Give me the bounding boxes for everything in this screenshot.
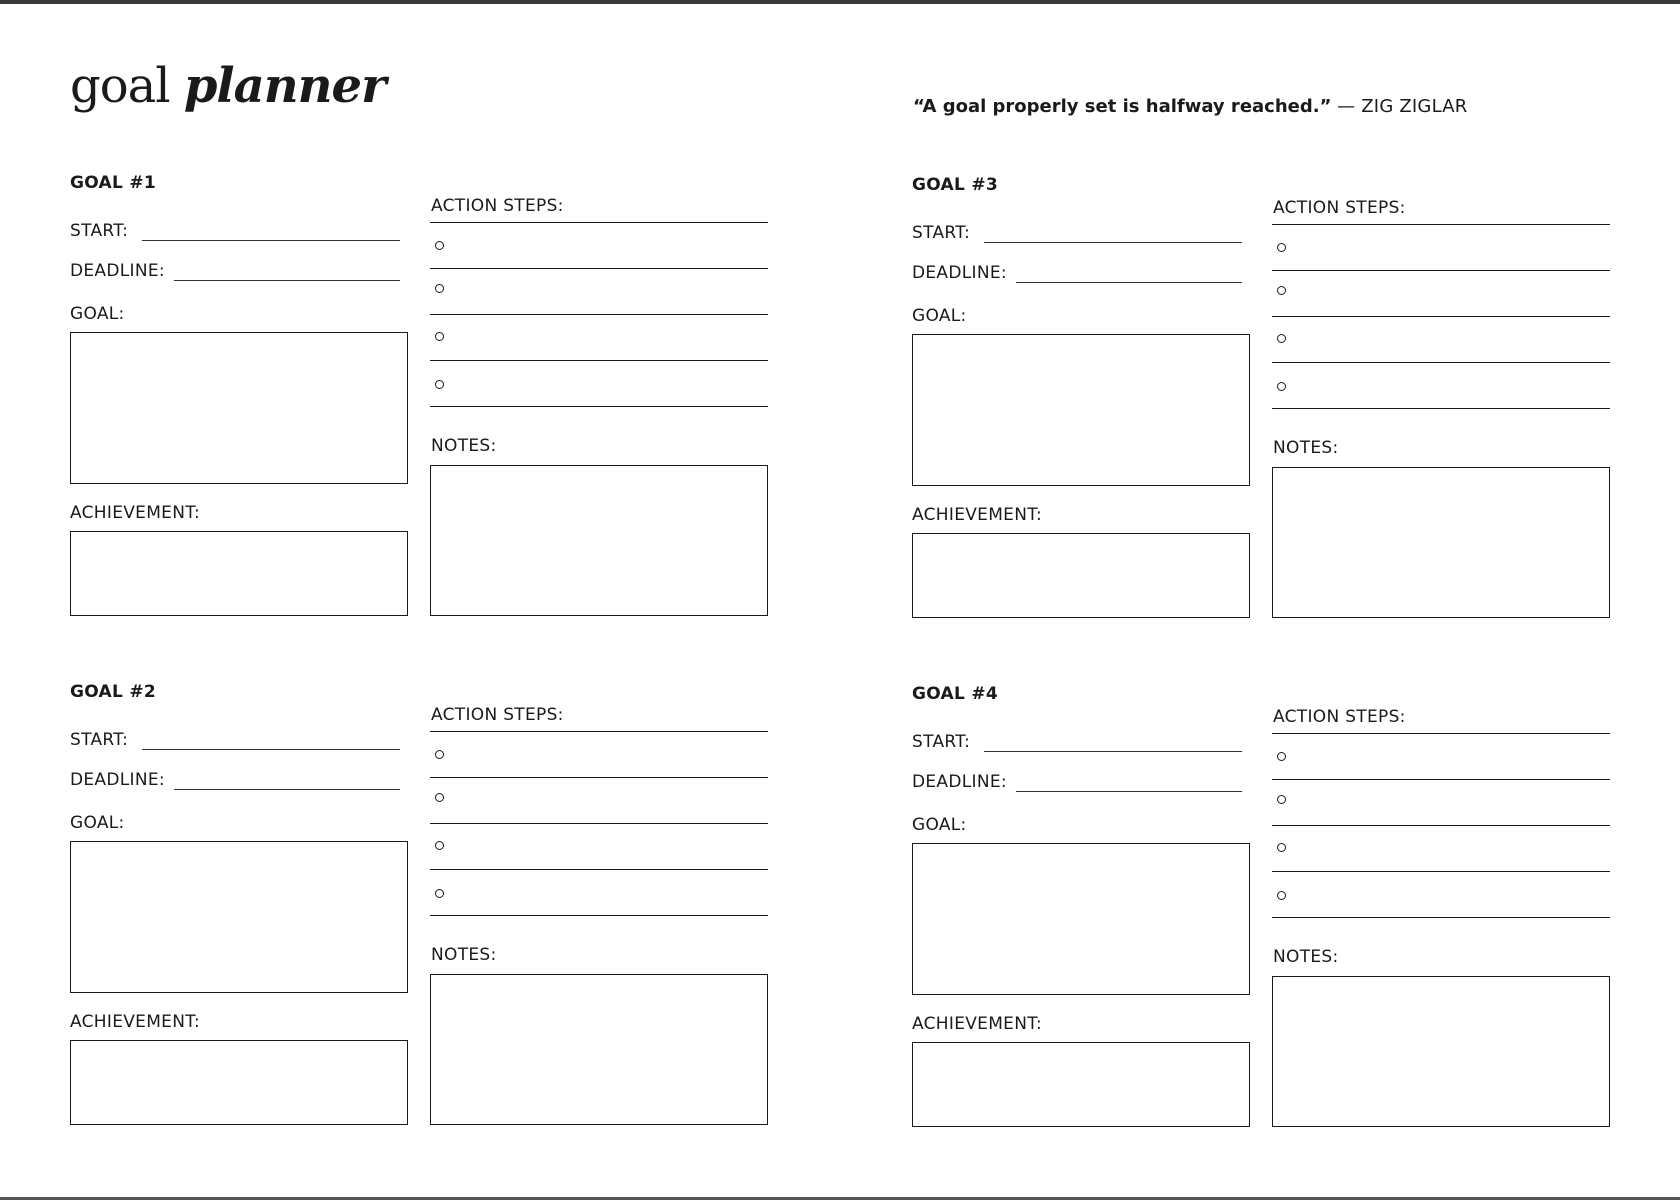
page-top-edge (0, 0, 1680, 4)
goal-heading: GOAL #4 (912, 684, 999, 704)
action-step-line[interactable] (1272, 316, 1610, 317)
bullet-circle-icon[interactable] (1277, 843, 1286, 852)
bullet-circle-icon[interactable] (435, 841, 444, 850)
action-step-line[interactable] (430, 360, 768, 361)
bullet-circle-icon[interactable] (435, 889, 444, 898)
action-step-line[interactable] (1272, 871, 1610, 872)
goal-section-4 (912, 684, 1612, 1144)
notes-box[interactable] (1272, 976, 1610, 1127)
bullet-circle-icon[interactable] (1277, 382, 1286, 391)
deadline-label: DEADLINE: (912, 263, 1007, 283)
action-step-line[interactable] (1272, 408, 1610, 409)
start-label: START: (70, 221, 129, 241)
page-title (70, 58, 385, 114)
achievement-box[interactable] (912, 533, 1250, 618)
start-field[interactable] (984, 751, 1242, 752)
goal-section-2 (70, 682, 770, 1142)
bullet-circle-icon[interactable] (1277, 891, 1286, 900)
deadline-label: DEADLINE: (70, 261, 165, 281)
start-field[interactable] (984, 242, 1242, 243)
notes-label: NOTES: (1273, 947, 1339, 967)
action-step-line[interactable] (430, 314, 768, 315)
start-label: START: (912, 732, 971, 752)
action-steps-label: ACTION STEPS: (1273, 707, 1406, 727)
achievement-label: ACHIEVEMENT: (70, 503, 201, 523)
start-field[interactable] (142, 240, 400, 241)
action-step-line[interactable] (430, 869, 768, 870)
deadline-field[interactable] (1016, 791, 1242, 792)
achievement-box[interactable] (70, 531, 408, 616)
bullet-circle-icon[interactable] (435, 793, 444, 802)
goal-box[interactable] (70, 841, 408, 993)
action-step-line[interactable] (430, 915, 768, 916)
action-steps-rule (430, 222, 768, 223)
start-label: START: (912, 223, 971, 243)
goal-label: GOAL: (70, 304, 125, 324)
deadline-field[interactable] (174, 789, 400, 790)
goal-box[interactable] (912, 843, 1250, 995)
title-word-planner: planner (183, 58, 386, 114)
achievement-label: ACHIEVEMENT: (70, 1012, 201, 1032)
action-step-line[interactable] (1272, 362, 1610, 363)
bullet-circle-icon[interactable] (435, 332, 444, 341)
notes-box[interactable] (430, 465, 768, 616)
action-steps-label: ACTION STEPS: (1273, 198, 1406, 218)
goal-label: GOAL: (912, 815, 967, 835)
deadline-field[interactable] (1016, 282, 1242, 283)
notes-label: NOTES: (431, 945, 497, 965)
start-label: START: (70, 730, 129, 750)
bullet-circle-icon[interactable] (1277, 243, 1286, 252)
goal-label: GOAL: (912, 306, 967, 326)
quote-text: “A goal properly set is halfway reached.” (913, 96, 1332, 117)
goal-label: GOAL: (70, 813, 125, 833)
deadline-label: DEADLINE: (70, 770, 165, 790)
action-step-line[interactable] (1272, 270, 1610, 271)
action-step-line[interactable] (1272, 779, 1610, 780)
bullet-circle-icon[interactable] (435, 284, 444, 293)
action-step-line[interactable] (430, 268, 768, 269)
achievement-label: ACHIEVEMENT: (912, 1014, 1043, 1034)
bullet-circle-icon[interactable] (1277, 752, 1286, 761)
bullet-circle-icon[interactable] (1277, 334, 1286, 343)
start-field[interactable] (142, 749, 400, 750)
action-step-line[interactable] (430, 406, 768, 407)
action-steps-rule (430, 731, 768, 732)
bullet-circle-icon[interactable] (435, 750, 444, 759)
action-step-line[interactable] (430, 823, 768, 824)
bullet-circle-icon[interactable] (435, 380, 444, 389)
action-step-line[interactable] (1272, 917, 1610, 918)
goal-box[interactable] (70, 332, 408, 484)
goal-box[interactable] (912, 334, 1250, 486)
achievement-label: ACHIEVEMENT: (912, 505, 1043, 525)
goal-heading: GOAL #2 (70, 682, 157, 702)
notes-label: NOTES: (1273, 438, 1339, 458)
action-step-line[interactable] (430, 777, 768, 778)
deadline-label: DEADLINE: (912, 772, 1007, 792)
quote (913, 96, 1467, 117)
deadline-field[interactable] (174, 280, 400, 281)
quote-author: — ZIG ZIGLAR (1337, 96, 1468, 117)
goal-heading: GOAL #1 (70, 173, 157, 193)
action-step-line[interactable] (1272, 825, 1610, 826)
achievement-box[interactable] (70, 1040, 408, 1125)
action-steps-label: ACTION STEPS: (431, 705, 564, 725)
achievement-box[interactable] (912, 1042, 1250, 1127)
bullet-circle-icon[interactable] (435, 241, 444, 250)
notes-box[interactable] (1272, 467, 1610, 618)
action-steps-rule (1272, 224, 1610, 225)
goal-section-1 (70, 173, 770, 633)
notes-box[interactable] (430, 974, 768, 1125)
bullet-circle-icon[interactable] (1277, 286, 1286, 295)
goal-section-3 (912, 175, 1612, 635)
goal-heading: GOAL #3 (912, 175, 999, 195)
action-steps-rule (1272, 733, 1610, 734)
action-steps-label: ACTION STEPS: (431, 196, 564, 216)
bullet-circle-icon[interactable] (1277, 795, 1286, 804)
notes-label: NOTES: (431, 436, 497, 456)
title-word-goal: goal (70, 58, 170, 114)
